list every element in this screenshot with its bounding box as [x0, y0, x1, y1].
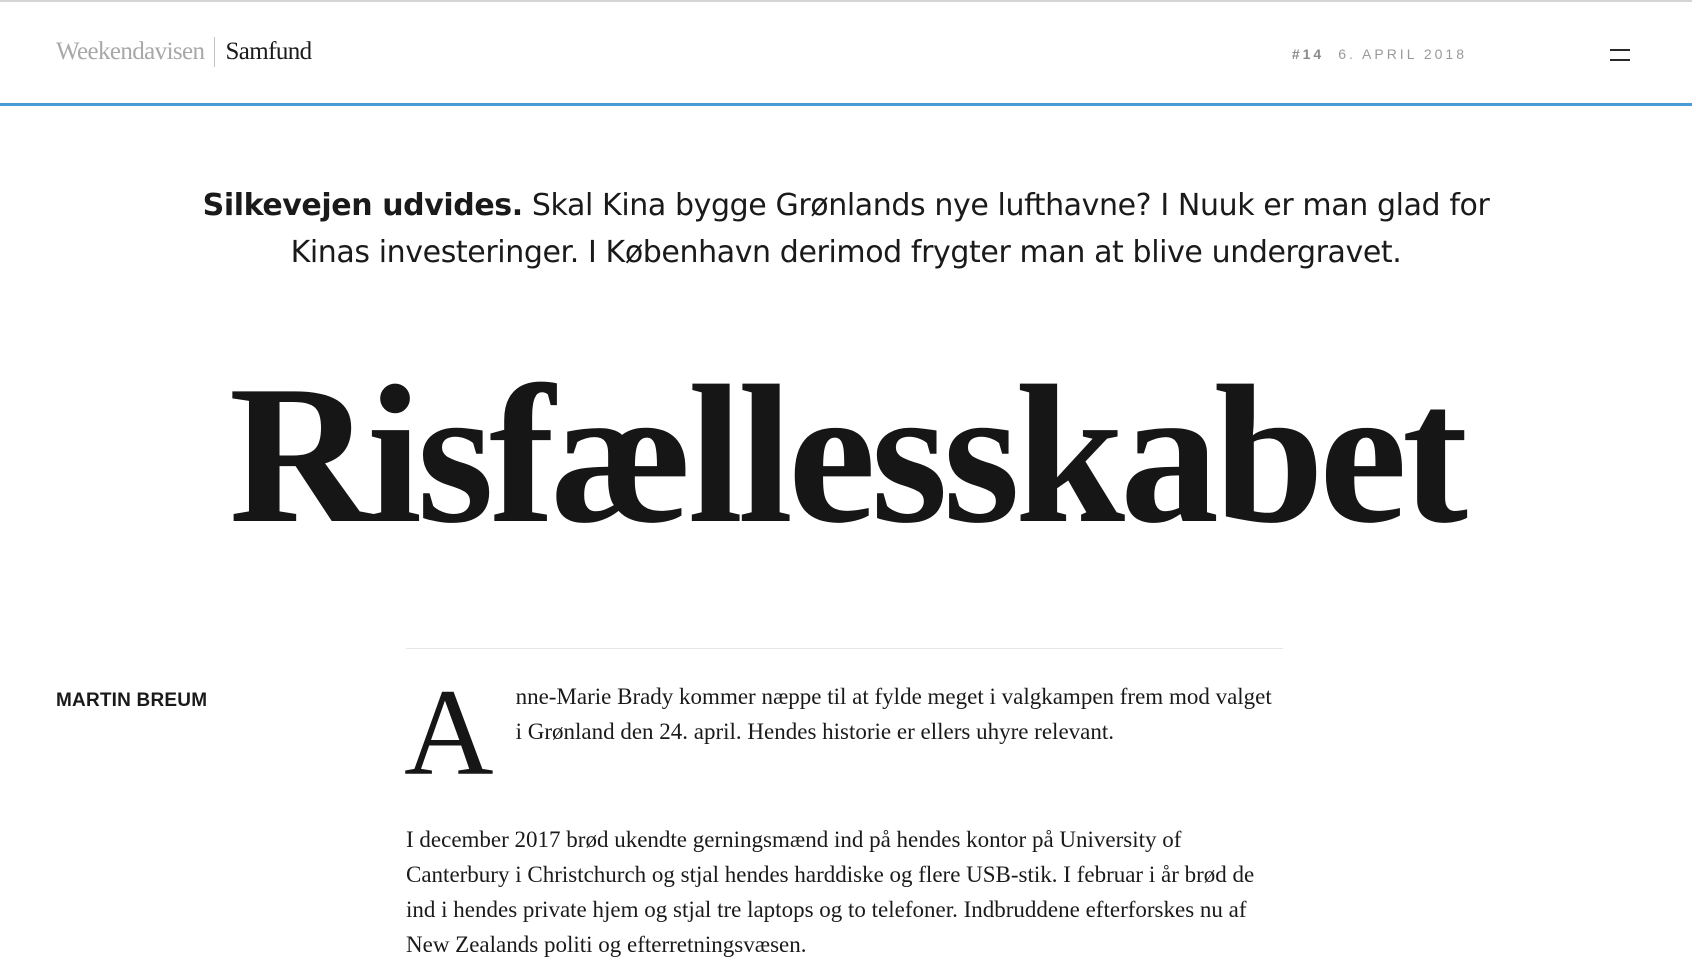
kicker-lead: Silkevejen udvides.	[202, 188, 523, 223]
brand-logo[interactable]	[56, 37, 312, 67]
menu-line-top	[1610, 49, 1630, 51]
lead-paragraph	[404, 664, 1283, 801]
body-paragraph: I december 2017 brød ukendte gerningsmænd ind på hendes kontor på University of Canterbury i Christchurch og stjal hendes harddiske og flere USB-stik. I februar i år brød de ind i hendes private hjem og stjal tre laptops og to telefoner. Indbruddene efterforskes nu af New Zealands politi og efterretningsvæsen.	[406, 827, 1255, 957]
article-headline: Risfællesskabet	[228, 345, 1464, 564]
article-kicker	[180, 182, 1512, 276]
section-name[interactable]: Samfund	[225, 38, 312, 65]
kicker-text: Skal Kina bygge Grønlands nye lufthavne? I Nuuk er man glad for Kinas investeringer. I København derimod frygter man at blive undergravet.	[290, 188, 1490, 270]
article-body	[404, 664, 1283, 962]
menu-line-bottom	[1610, 59, 1630, 61]
brand-divider	[214, 37, 215, 67]
lead-paragraph-text: nne-Marie Brady kommer næppe til at fylde meget i valgkampen frem mod valget i Grønland den 24. april. Hendes historie er ellers uhyre relevant.	[515, 684, 1272, 744]
issue-number: #14	[1291, 46, 1325, 62]
hamburger-menu-icon[interactable]	[1605, 45, 1635, 63]
author-byline[interactable]: MARTIN BREUM	[56, 690, 208, 711]
issue-date: 6. APRIL 2018	[1338, 46, 1467, 62]
issue-meta	[1292, 46, 1467, 62]
article-divider	[406, 648, 1283, 649]
masthead	[0, 2, 1692, 106]
drop-cap: A	[404, 664, 494, 801]
publication-name[interactable]: Weekendavisen	[56, 38, 205, 65]
